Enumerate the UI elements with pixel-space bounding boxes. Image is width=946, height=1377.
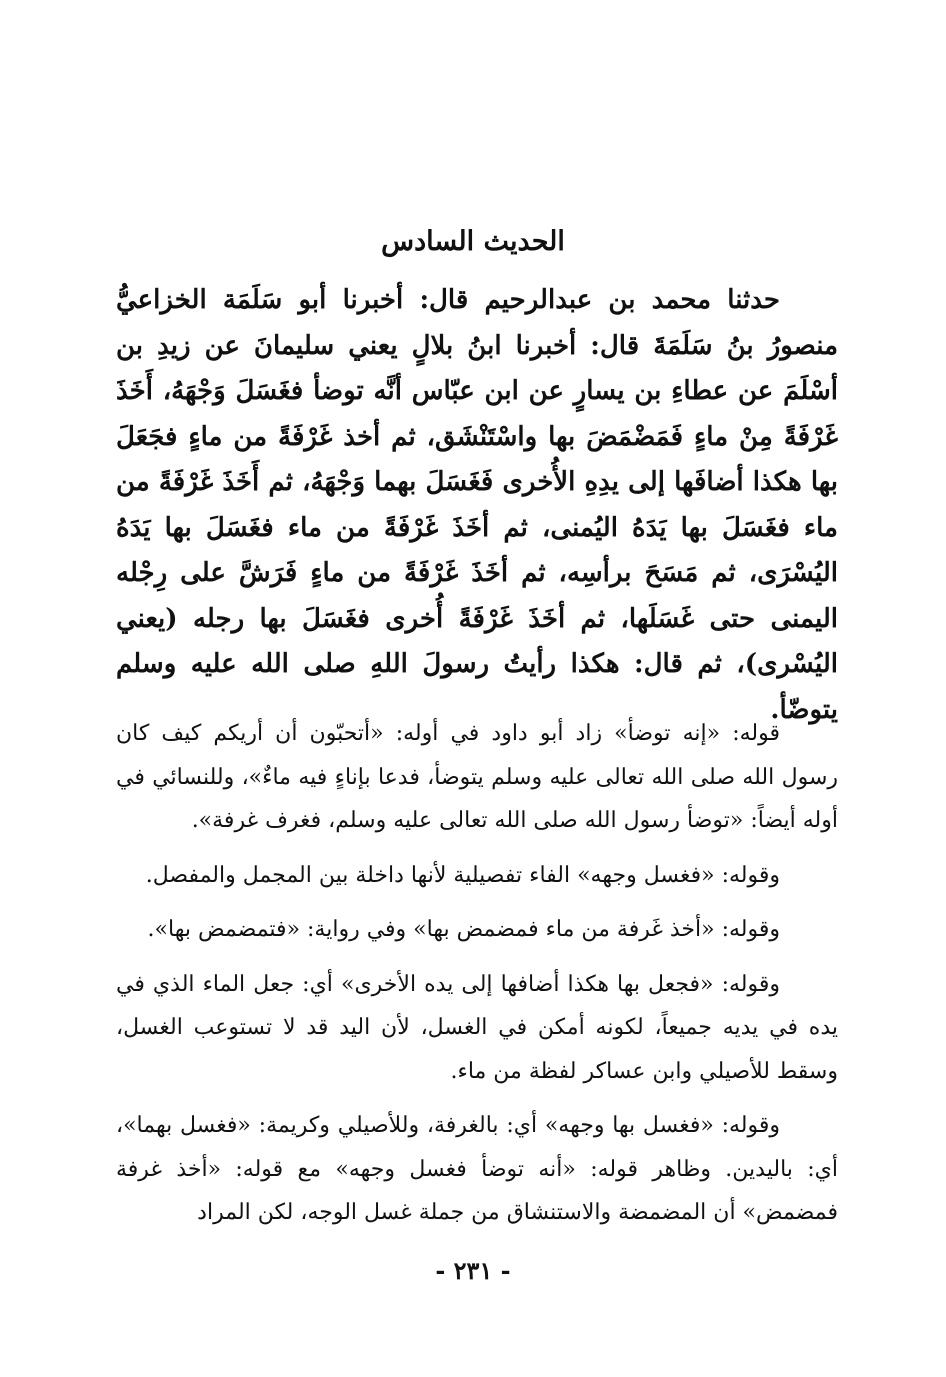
commentary-paragraph: وقوله: «فغسل بها وجهه» أي: بالغرفة، وللأصيلي وكريمة: «فغسل بهما»، أي: باليدين. وظاهر قوله: «أنه توضأ فغسل وجهه» مع قوله: «أخذ غرفة فمضمض» أن المضمضة والاستنشاق من جملة غسل الوجه، لكن المراد: [116, 1113, 838, 1225]
commentary-section: [116, 712, 838, 1246]
section-heading: الحديث السادس: [381, 226, 565, 257]
commentary-paragraph: وقوله: «فغسل وجهه» الفاء تفصيلية لأنها داخلة بين المجمل والمفصل.: [145, 862, 780, 888]
commentary-paragraph: وقوله: «أخذ غَرفة من ماء فمضمض بها» وفي رواية: «فتمضمض بها».: [147, 917, 780, 942]
page-number: - ٢٣١ -: [435, 1256, 511, 1285]
commentary-paragraph: قوله: «إنه توضأ» زاد أبو داود في أوله: «أتحبّون أن أريكم كيف كان رسول الله صلى الله تعالى عليه وسلم يتوضأ، فدعا بإناءٍ فيه ماءٌ»، وللنسائي في أوله أيضاً: «توضأ رسول الله صلى الله تعالى عليه وسلم، فغرف غرفة».: [116, 721, 838, 833]
hadith-text: حدثنا محمد بن عبدالرحيم قال: أخبرنا أبو سَلَمَة الخزاعيُّ منصورُ بنُ سَلَمَةَ قال: أخبرنا ابنُ بلالٍ يعني سليمانَ عن زيدِ بن أسْلَمَ عن عطاءِ بن يسارٍ عن ابن عبّاس أنَّه توضأ فغَسَلَ وَجْهَهُ، أَخَذَ غَرْفَةً مِنْ ماءٍ فَمَضْمَضَ بها واسْتَنْشَق، ثم أخذ غَرْفَةً من ماءٍ فجَعَلَ بها هكذا أضافَها إلى يدِهِ الأُخرى فَغَسَلَ بهما وَجْهَهُ، ثم أَخَذَ غَرْفَةً من ماء فغَسَلَ بها يَدَهُ اليُمنى، ثم أخَذَ غَرْفَةً من ماء فغَسَلَ بها يَدَهُ اليُسْرَى، ثم مَسَحَ برأسِه، ثم أخَذَ غَرْفَةً من ماءٍ فَرَشَّ على رِجْله اليمنى حتى غَسَلَها، ثم أخَذَ غَرْفَةً أُخرى فغَسَلَ بها رجله (يعني اليُسْرى)، ثم قال: هكذا رأيتُ رسولَ اللهِ صلى الله عليه وسلم يتوضّأ.: [116, 285, 838, 725]
commentary-paragraph: وقوله: «فجعل بها هكذا أضافها إلى يده الأخرى» أي: جعل الماء الذي في يده في يديه جميعاً، لكونه أمكن في الغسل، لأن اليد قد لا تستوعب الغسل، وسقط للأصيلي وابن عساكر لفظة من ماء.: [116, 971, 838, 1084]
